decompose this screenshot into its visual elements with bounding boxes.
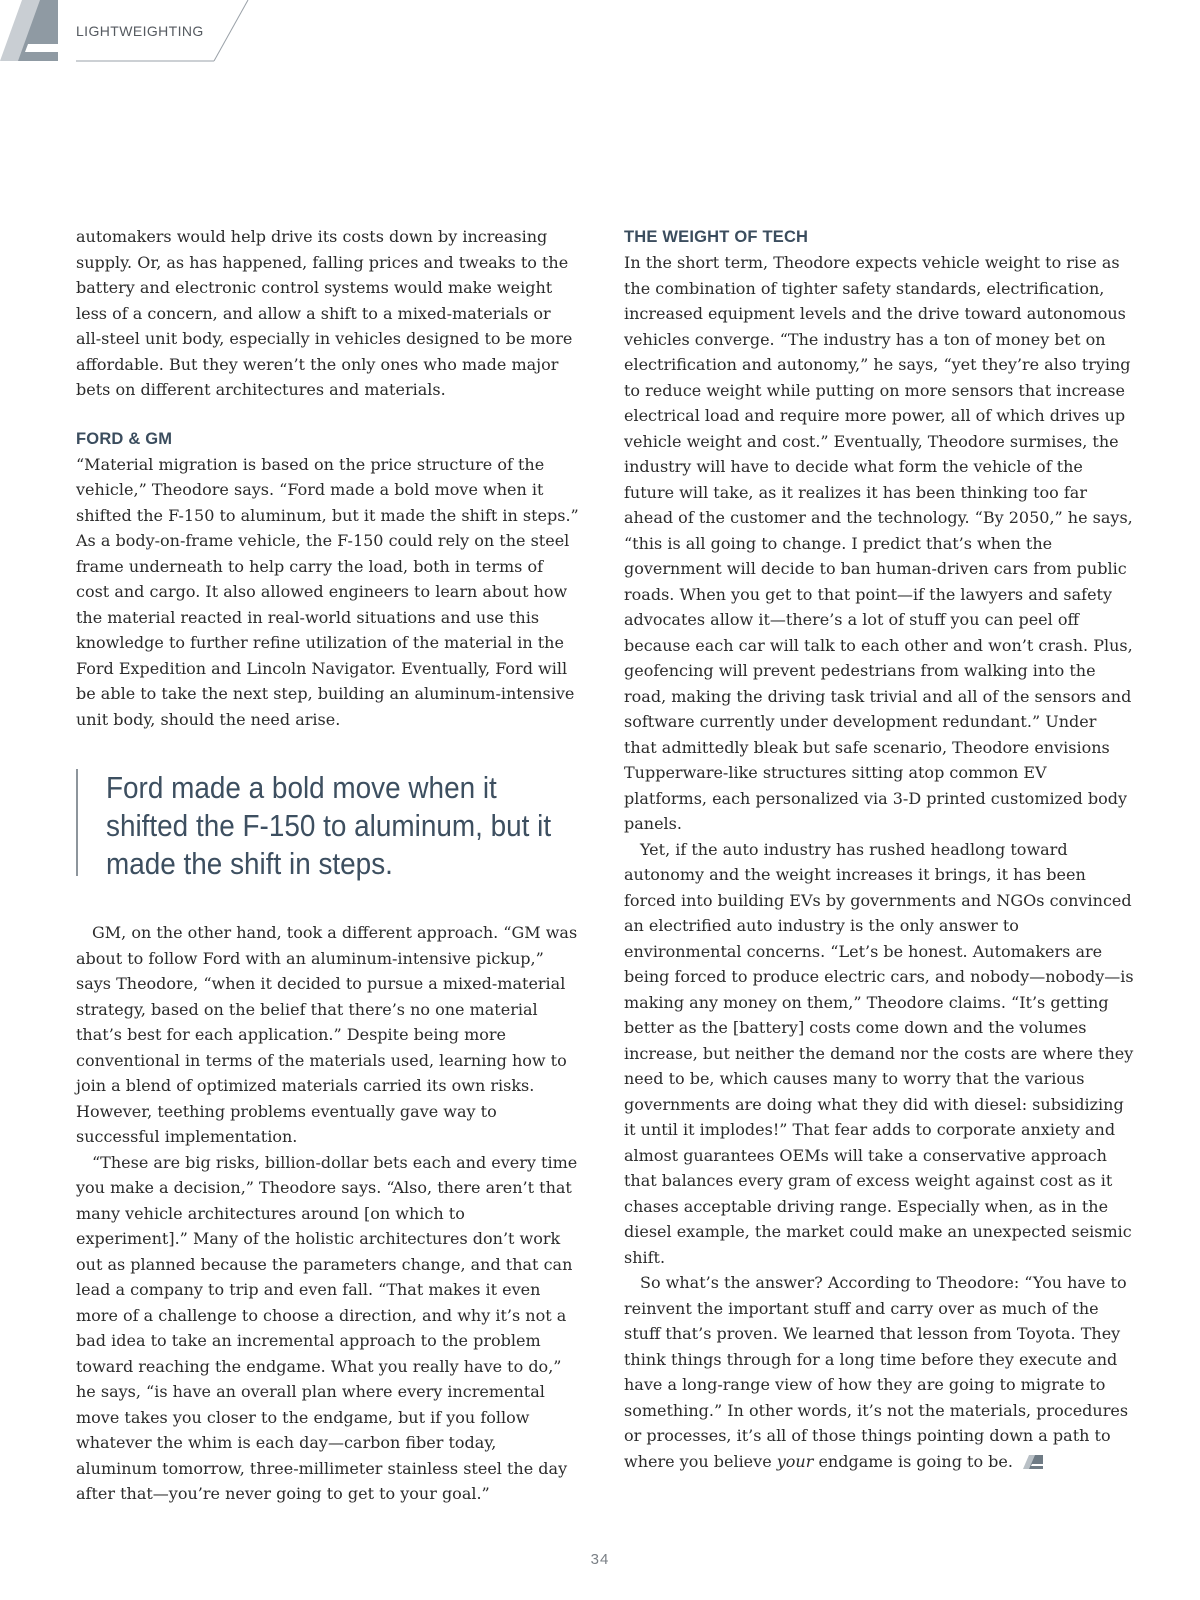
body-paragraph [624,1270,1134,1474]
right-column [624,224,1134,1474]
subhead-weight-of-tech: THE WEIGHT OF TECH [624,228,809,246]
page-number: 34 [590,1551,610,1568]
body-paragraph: “Material migration is based on the price structure of the vehicle,” Theodore says. “Ford made a bold move when it shifted the F-150 to aluminum, but it made the shift in steps.” As a body-on-frame vehicle, the F-150 could rely on the steel frame underneath to help carry the load, both in terms of cost and cargo. It also allowed engineers to learn about how the material reacted in real-world situations and use this knowledge to further refine utilization of the material in the Ford Expedition and Lincoln Navigator. Eventually, Ford will be able to take the next step, building an aluminum-intensive unit body, should the need arise. [76,454,579,729]
body-paragraph: “These are big risks, billion-dollar bets each and every time you make a decision,” Theodore says. “Also, there aren’t that many vehicle architectures around [on which to experiment].” Many of the holistic architectures don’t work out as planned because the parameters change, and that can lead a company to trip and even fall. “That makes it even more of a challenge to choose a direction, and why it’s not a bad idea to take an incremental approach to the problem toward reaching the endgame. What you really have to do,” he says, “is have an overall plan where every incremental move takes you closer to the endgame, but if you follow whatever the whim is each day—carbon fiber today, aluminum tomorrow, three-millimeter stainless steel the day after that—you’re never going to get to your goal.” [76,1152,578,1503]
page-header [0,0,260,64]
body-text: endgame is going to be. [813,1451,1013,1471]
pull-quote-text: Ford made a bold move when it shifted the F-150 to aluminum, but it made the shift in steps. [106,770,552,881]
body-paragraph: In the short term, Theodore expects vehicle weight to rise as the combination of tighter safety standards, electrification, increased equipment levels and the drive toward autonomous vehicles converge. “The industry has a ton of money bet on electrification and autonomy,” he says, “yet they’re also trying to reduce weight while putting on more sensors that increase electrical load and require more power, all of which drives up vehicle weight and cost.” Eventually, Theodore surmises, the industry will have to decide what form the vehicle of the future will take, as it realizes it has been thinking too far ahead of the customer and the technology. “By 2050,” he says, “this is all going to change. I predict that’s when the government will decide to ban human-driven cars from public roads. When you get to that point—if the lawyers and safety advocates allow it—there’s a lot of stuff you can peel off because each car will talk to each other and won’t crash. Plus, geofencing will prevent pedestrians from walking into the road, making the driving task trivial and all of the sensors and software currently under development redundant.” Under that admittedly bleak but safe scenario, Theodore envisions Tupperware-like structures sitting atop common EV platforms, each personalized via 3-D printed customized body panels. [624,253,1133,833]
body-paragraph: GM, on the other hand, took a different approach. “GM was about to follow Ford with an aluminum-intensive pickup,” says Theodore, “when it decided to pursue a mixed-material strategy, based on the belief that there’s no one material that’s best for each application.” Despite being more conventional in terms of the materials used, learning how to join a blend of optimized materials carried its own risks. However, teething problems eventually gave way to successful implementation. [76,923,578,1146]
emphasis-text: your [776,1451,814,1471]
pull-quote [76,769,580,881]
subhead-ford-gm: FORD & GM [76,429,173,448]
body-paragraph: automakers would help drive its costs down by increasing supply. Or, as has happened, falling prices and tweaks to the battery and electronic control systems would make weight less of a concern, and allow a shift to a mixed-materials or all-steel unit body, especially in vehicles designed to be more affordable. But they weren’t the only ones who made major bets on different architectures and materials. [76,227,573,399]
section-label: LIGHTWEIGHTING [76,23,204,39]
body-paragraph: Yet, if the auto industry has rushed headlong toward autonomy and the weight increases it brings, it has been forced into building EVs by governments and NGOs convinced an electrified auto industry is the only answer to environmental concerns. “Let’s be honest. Automakers are being forced to produce electric cars, and nobody—nobody—is making any money on them,” Theodore claims. “It’s getting better as the [battery] costs come down and the volumes increase, but neither the demand nor the costs are where they need to be, which causes many to worry that the various governments are doing what they did with diesel: subsidizing it until it implodes!” That fear adds to corporate anxiety and almost guarantees OEMs will take a conservative approach that balances every gram of excess weight against cost as it chases acceptable driving range. Especially when, as in the diesel example, the market could make an unexpected seismic shift. [624,839,1134,1267]
end-mark-icon [1023,1455,1043,1469]
body-text: So what’s the answer? According to Theodore: “You have to reinvent the important stuff and carry over as much of the stuff that’s proven. We learned that lesson from Toyota. They think things through for a long time before they execute and have a long-range view of how they are going to migrate to something.” In other words, it’s not the materials, procedures or processes, it’s all of those things pointing down a path to where you believe [624,1273,1129,1471]
left-column [76,224,580,1507]
